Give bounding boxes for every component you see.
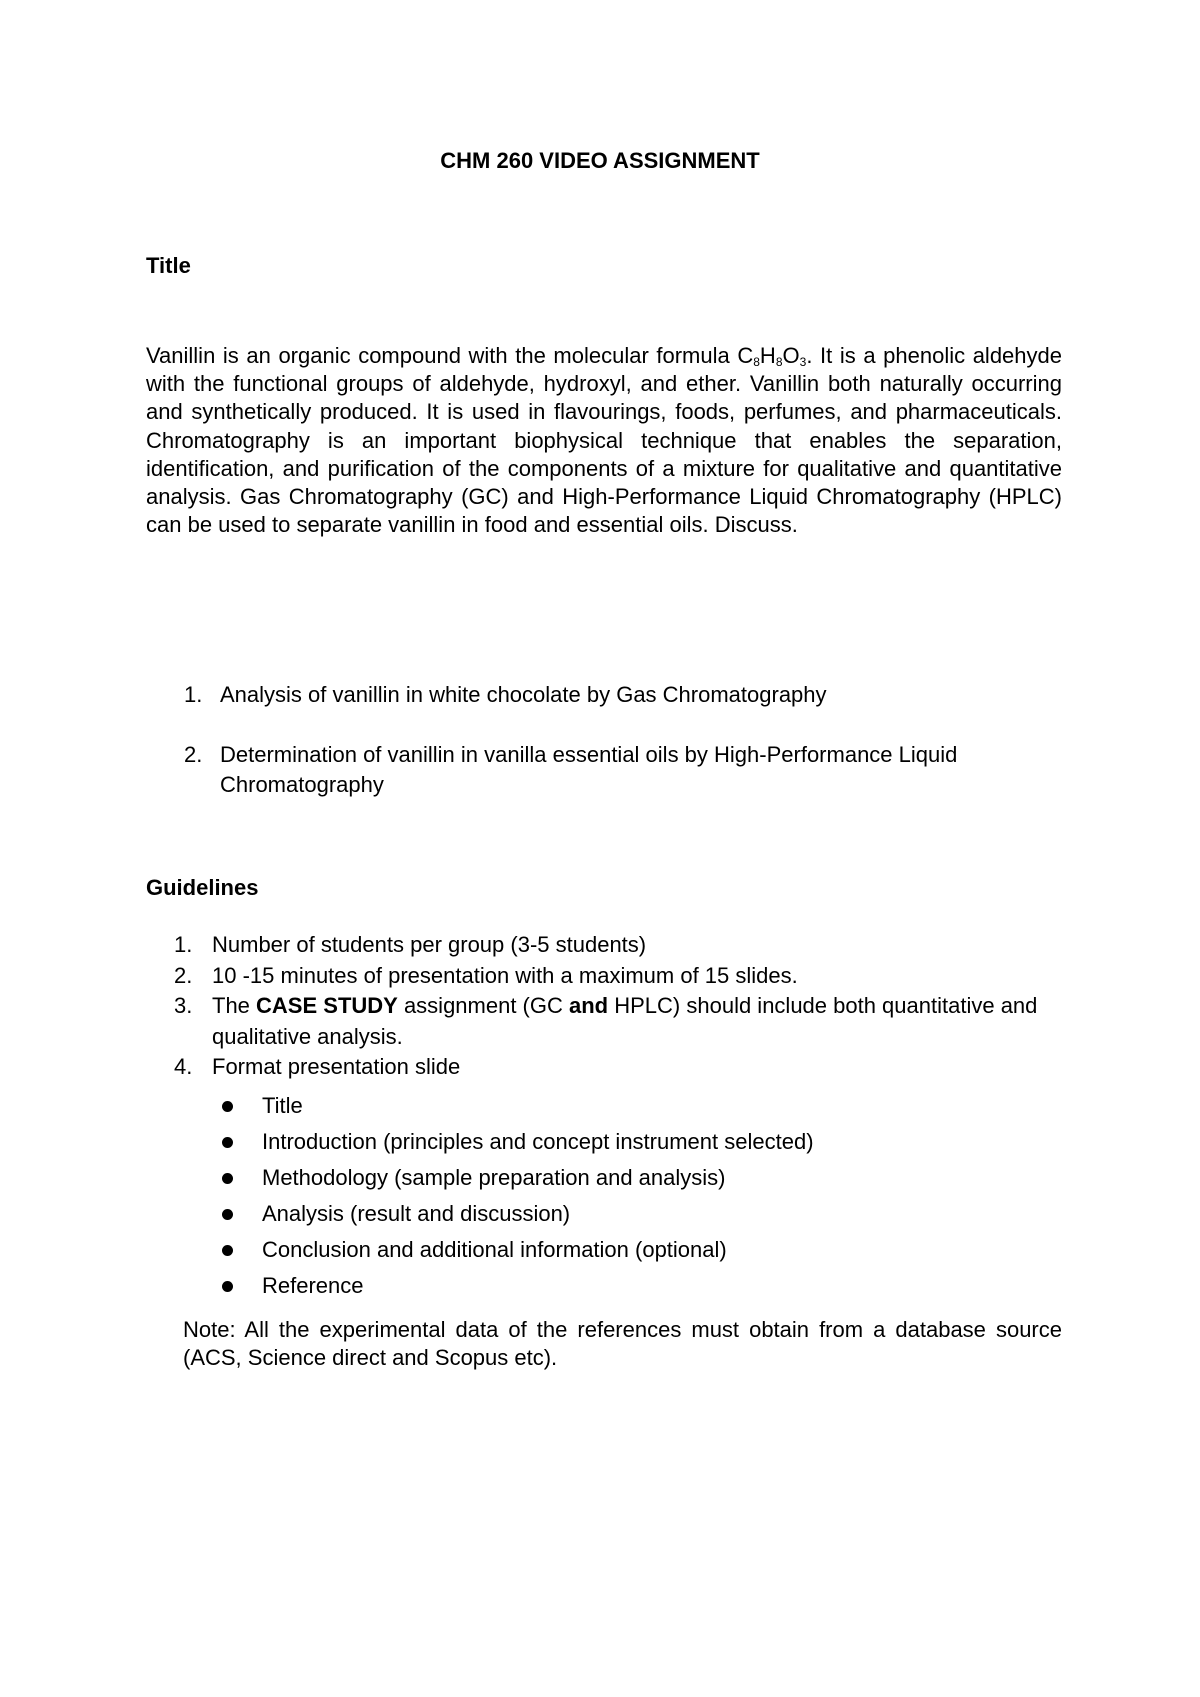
intro-text-start: Vanillin is an organic compound with the molecular formula C bbox=[146, 343, 754, 368]
list-item-text: Reference bbox=[262, 1272, 364, 1298]
topic-number: 2. bbox=[184, 742, 203, 767]
guideline-number: 3. bbox=[174, 993, 193, 1018]
formula-o: O bbox=[782, 343, 800, 368]
list-item bbox=[212, 1232, 1074, 1268]
formula-subscript-o: 3 bbox=[799, 355, 807, 369]
note-paragraph: Note: All the experimental data of the references must obtain from a database source (ACS, Science direct and Scopus etc). bbox=[183, 1317, 1062, 1370]
list-item-text: Conclusion and additional information (optional) bbox=[262, 1236, 727, 1262]
topic-text: Analysis of vanillin in white chocolate by Gas Chromatography bbox=[220, 682, 827, 707]
bullet-icon bbox=[222, 1281, 233, 1292]
formula-subscript-c: 8 bbox=[753, 355, 760, 369]
guideline-number: 1. bbox=[174, 932, 193, 957]
guideline-item bbox=[174, 930, 1074, 961]
guideline-text: Number of students per group (3-5 students) bbox=[212, 932, 647, 957]
formula-h: H bbox=[759, 343, 776, 368]
list-item bbox=[212, 1196, 1074, 1232]
list-item-text: Introduction (principles and concept instrument selected) bbox=[262, 1128, 814, 1154]
list-item-text: Title bbox=[262, 1092, 303, 1118]
topic-item bbox=[178, 680, 1058, 710]
title-heading: Title bbox=[146, 253, 191, 278]
list-item bbox=[212, 1088, 1074, 1124]
bullet-icon bbox=[222, 1245, 233, 1256]
list-item bbox=[212, 1160, 1074, 1196]
topic-text: Determination of vanillin in vanilla essential oils by High-Performance Liquid Chromatography bbox=[220, 742, 958, 797]
intro-text-end: . It is a phenolic aldehyde with the functional groups of aldehyde, hydroxyl, and ether. Vanillin both naturally occurring and synthetically produced. It is used in flavourings, foods, perfumes, and pharmaceuticals. Chromatography is an important biophysical technique that enables the separation, identification, and purification of the components of a mixture for qualitative and quantitative analysis. Gas Chromatography (GC) and High-Performance Liquid Chromatography (HPLC) can be used to separate vanillin in food and essential oils. Discuss. bbox=[146, 343, 1062, 538]
list-item bbox=[212, 1124, 1074, 1160]
topic-item bbox=[178, 740, 1058, 800]
topic-number: 1. bbox=[184, 682, 203, 707]
page-title: CHM 260 VIDEO ASSIGNMENT bbox=[440, 148, 760, 173]
intro-paragraph bbox=[146, 342, 1062, 539]
guideline-number: 2. bbox=[174, 962, 193, 988]
guideline-text: Format presentation slide bbox=[212, 1054, 461, 1079]
guidelines-list bbox=[174, 930, 1074, 1304]
topic-list bbox=[178, 680, 1058, 800]
bullet-icon bbox=[222, 1101, 233, 1112]
bullet-icon bbox=[222, 1209, 233, 1220]
guidelines-heading: Guidelines bbox=[146, 875, 259, 900]
guideline-text-b: assignment (GC bbox=[397, 993, 569, 1018]
formula-subscript-h: 8 bbox=[775, 355, 783, 369]
bullet-icon bbox=[222, 1173, 233, 1184]
slide-format-list bbox=[212, 1088, 1074, 1304]
list-item bbox=[212, 1268, 1074, 1304]
case-study-emphasis: CASE STUDY bbox=[256, 993, 398, 1018]
list-item-text: Analysis (result and discussion) bbox=[262, 1200, 571, 1226]
bullet-icon bbox=[222, 1137, 233, 1148]
list-item-text: Methodology (sample preparation and analysis) bbox=[262, 1164, 726, 1190]
guideline-text-c: HPLC) should include both quantitative and qualitative analysis. bbox=[212, 993, 1038, 1049]
guideline-item bbox=[174, 1052, 1074, 1304]
guideline-item bbox=[174, 991, 1074, 1052]
guideline-number: 4. bbox=[174, 1054, 193, 1079]
and-emphasis: and bbox=[569, 993, 609, 1018]
guideline-item bbox=[174, 961, 1074, 992]
guideline-text-a: The bbox=[212, 993, 257, 1018]
guideline-text: 10 -15 minutes of presentation with a maximum of 15 slides. bbox=[212, 962, 798, 988]
